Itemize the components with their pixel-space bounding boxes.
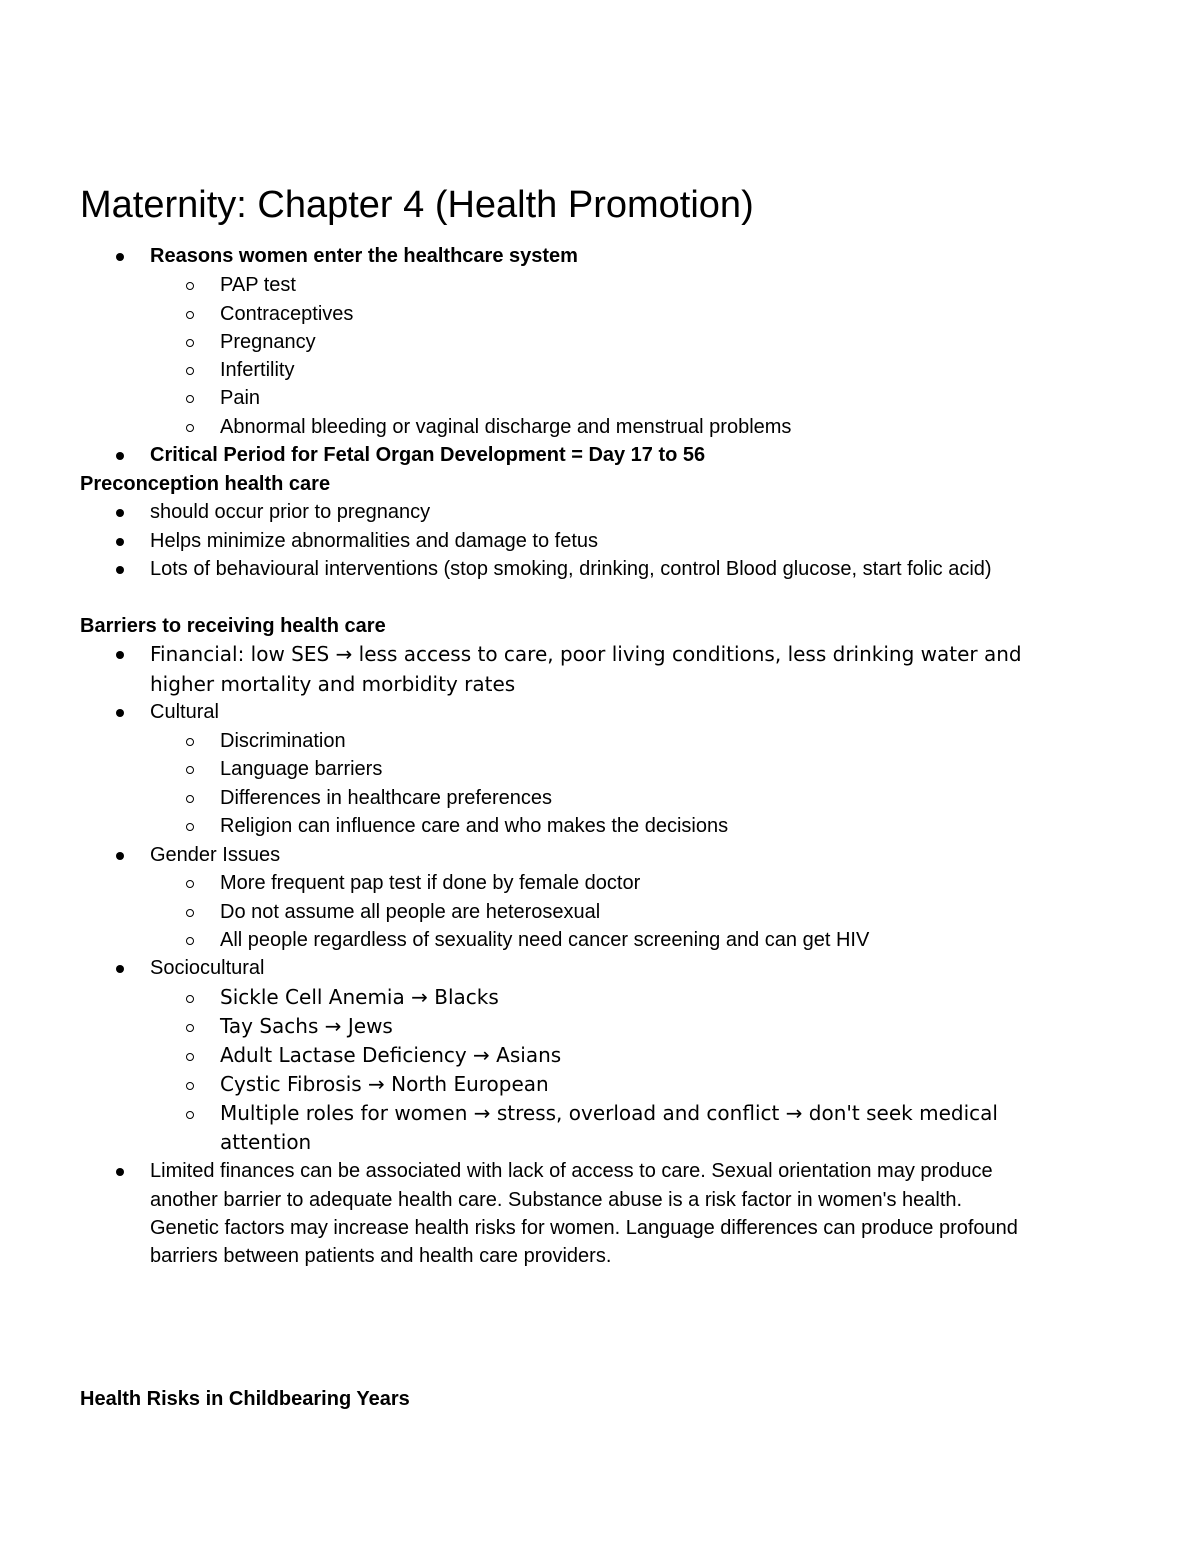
bullet-dot-icon <box>116 253 124 261</box>
list-item: PAP test <box>220 274 296 296</box>
list-item: Tay Sachs → Jews <box>220 1014 393 1038</box>
bullet-circle-icon <box>186 738 194 746</box>
list-item: Discrimination <box>220 730 346 752</box>
list-item: Differences in healthcare preferences <box>220 787 553 809</box>
section-heading-preconception: Preconception health care <box>80 473 331 495</box>
bullet-circle-icon <box>186 823 194 831</box>
page-title: Maternity: Chapter 4 (Health Promotion) <box>80 184 754 226</box>
bullet-circle-icon <box>186 282 194 290</box>
bullet-circle-icon <box>186 424 194 432</box>
bullet-circle-icon <box>186 937 194 945</box>
bullet-circle-icon <box>186 995 194 1003</box>
summary-line: another barrier to adequate health care. Substance abuse is a risk factor in women's health. <box>150 1189 963 1211</box>
list-item-multiple-roles: Multiple roles for women → stress, overload and conflict → don't seek medical <box>220 1101 998 1125</box>
bullet-circle-icon <box>186 1111 194 1119</box>
list-item: Sickle Cell Anemia → Blacks <box>220 985 499 1009</box>
bullet-circle-icon <box>186 1053 194 1061</box>
bullet-dot-icon <box>116 709 124 717</box>
list-item: should occur prior to pregnancy <box>150 501 431 523</box>
section-heading-health-risks: Health Risks in Childbearing Years <box>80 1388 410 1410</box>
bullet-circle-icon <box>186 395 194 403</box>
bullet-circle-icon <box>186 311 194 319</box>
bullet-circle-icon <box>186 795 194 803</box>
list-item: All people regardless of sexuality need cancer screening and can get HIV <box>220 929 870 951</box>
list-item: Contraceptives <box>220 303 354 325</box>
list-item: Adult Lactase Deficiency → Asians <box>220 1043 562 1067</box>
summary-line: barriers between patients and health care providers. <box>150 1245 612 1267</box>
bullet-circle-icon <box>186 339 194 347</box>
bullet-dot-icon <box>116 452 124 460</box>
list-item-sociocultural: Sociocultural <box>150 957 265 979</box>
list-item-multiple-roles-continued: attention <box>220 1130 312 1154</box>
bullet-dot-icon <box>116 965 124 973</box>
list-item: Pregnancy <box>220 331 316 353</box>
list-item: Religion can influence care and who makes the decisions <box>220 815 729 837</box>
list-item: Cystic Fibrosis → North European <box>220 1072 549 1096</box>
list-item: Language barriers <box>220 758 383 780</box>
section-heading-barriers: Barriers to receiving health care <box>80 615 386 637</box>
list-item: More frequent pap test if done by female doctor <box>220 872 641 894</box>
bullet-dot-icon <box>116 852 124 860</box>
list-item: Abnormal bleeding or vaginal discharge and menstrual problems <box>220 416 792 438</box>
summary-line: Limited finances can be associated with lack of access to care. Sexual orientation may produce <box>150 1160 993 1182</box>
bullet-dot-icon <box>116 509 124 517</box>
list-item: Infertility <box>220 359 295 381</box>
bullet-dot-icon <box>116 566 124 574</box>
list-item: Do not assume all people are heterosexual <box>220 901 601 923</box>
bullet-circle-icon <box>186 1024 194 1032</box>
list-item-financial-continued: higher mortality and morbidity rates <box>150 672 516 696</box>
bullet-circle-icon <box>186 909 194 917</box>
bullet-dot-icon <box>116 1168 124 1176</box>
list-item: Pain <box>220 387 261 409</box>
summary-line: Genetic factors may increase health risks for women. Language differences can produce profound <box>150 1217 1018 1239</box>
list-item-critical-period: Critical Period for Fetal Organ Development = Day 17 to 56 <box>150 444 706 466</box>
bullet-circle-icon <box>186 1082 194 1090</box>
bullet-circle-icon <box>186 367 194 375</box>
list-item-reasons-heading: Reasons women enter the healthcare system <box>150 245 578 267</box>
list-item-cultural: Cultural <box>150 701 219 723</box>
bullet-dot-icon <box>116 538 124 546</box>
list-item: Lots of behavioural interventions (stop smoking, drinking, control Blood glucose, start folic acid) <box>150 558 992 580</box>
bullet-circle-icon <box>186 766 194 774</box>
list-item-gender: Gender Issues <box>150 844 281 866</box>
bullet-circle-icon <box>186 880 194 888</box>
list-item: Helps minimize abnormalities and damage to fetus <box>150 530 598 552</box>
list-item-financial: Financial: low SES → less access to care, poor living conditions, less drinking water and <box>150 642 1022 666</box>
bullet-dot-icon <box>116 651 124 659</box>
